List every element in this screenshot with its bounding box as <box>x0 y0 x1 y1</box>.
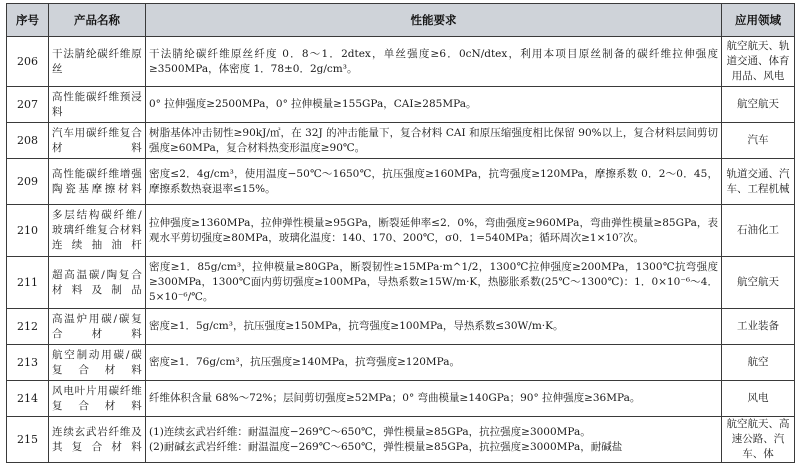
row-application-field: 航空航天 <box>722 257 795 309</box>
spec-line: (2)耐碱玄武岩纤维：耐温温度−269℃～650℃，弹性模量≥85GPa，抗拉强度≥3000MPa，耐碱盐 <box>149 440 623 453</box>
spec-table-container <box>6 3 794 463</box>
row-serial-number: 208 <box>7 123 49 159</box>
header-serial-number: 序号 <box>7 4 49 37</box>
row-performance-spec <box>146 417 722 463</box>
table-row <box>7 87 795 123</box>
row-product-name: 高性能碳纤维预浸料 <box>49 87 146 123</box>
row-performance-spec: 密度≤2．4g/cm³，使用温度−50℃～1650℃，抗压强度≥160MPa，抗弯强度≥120MPa，摩擦系数 0．2～0．45，摩擦系数热衰退率≤15%。 <box>146 159 722 205</box>
product-spec-table <box>6 3 795 463</box>
row-application-field: 轨道交通、汽车、工程机械 <box>722 159 795 205</box>
table-row <box>7 345 795 381</box>
table-row <box>7 159 795 205</box>
table-row <box>7 381 795 417</box>
spec-line: (1)连续玄武岩纤维：耐温温度−269℃～650℃，弹性模量≥85GPa，抗拉强度≥3000MPa。 <box>149 425 591 438</box>
row-serial-number: 207 <box>7 87 49 123</box>
row-performance-spec: 密度≥1．85g/cm³，拉伸模量≥80GPa，断裂韧性≥15MPa·m^1/2，1300℃拉伸强度≥200MPa，1300℃抗弯强度≥300MPa，1300℃面内剪切强度≥100MPa，导热系数≥15W/m·K，热膨胀系数(25℃～1300℃)：1．0×10⁻⁶～4．5×10⁻⁶/℃。 <box>146 257 722 309</box>
row-serial-number: 209 <box>7 159 49 205</box>
row-performance-spec: 干法腈纶碳纤维原丝纤度 0．8～1．2dtex，单丝强度≥6．0cN/dtex，利用本项目原丝制备的碳纤维拉伸强度≥3500MPa，体密度 1．78±0．2g/cm³。 <box>146 37 722 87</box>
row-product-name: 多层结构碳纤维/玻璃纤维复合材料连续抽油杆 <box>49 205 146 257</box>
row-serial-number: 215 <box>7 417 49 463</box>
row-product-name: 汽车用碳纤维复合材料 <box>49 123 146 159</box>
header-performance-requirements: 性能要求 <box>146 4 722 37</box>
table-row <box>7 417 795 463</box>
row-application-field: 航空航天 <box>722 87 795 123</box>
row-product-name: 干法腈纶碳纤维原丝 <box>49 37 146 87</box>
row-performance-spec: 0° 拉伸强度≥2500MPa，0° 拉伸模量≥155GPa，CAI≥285MPa。 <box>146 87 722 123</box>
row-application-field: 航空航天、轨道交通、体育用品、风电 <box>722 37 795 87</box>
header-application-field: 应用领域 <box>722 4 795 37</box>
table-row <box>7 123 795 159</box>
row-serial-number: 213 <box>7 345 49 381</box>
table-row <box>7 37 795 87</box>
row-product-name: 超高温碳/陶复合材料及制品 <box>49 257 146 309</box>
row-application-field: 汽车 <box>722 123 795 159</box>
row-performance-spec: 密度≥1．5g/cm³，抗压强度≥150MPa，抗弯强度≥100MPa，导热系数≤30W/m·K。 <box>146 309 722 345</box>
row-performance-spec: 树脂基体冲击韧性≥90kJ/㎡，在 32J 的冲击能量下，复合材料 CAI 和原压缩强度相比保留 90%以上，复合材料层间剪切强度≥60MPa，复合材料热变形温度≥90℃。 <box>146 123 722 159</box>
row-serial-number: 210 <box>7 205 49 257</box>
row-application-field: 航空 <box>722 345 795 381</box>
row-serial-number: 214 <box>7 381 49 417</box>
header-product-name: 产品名称 <box>49 4 146 37</box>
table-header-row <box>7 4 795 37</box>
row-performance-spec: 纤维体积含量 68%～72%；层间剪切强度≥52MPa；0° 弯曲模量≥140GPa；90° 拉伸强度≥36MPa。 <box>146 381 722 417</box>
table-row <box>7 309 795 345</box>
table-row <box>7 205 795 257</box>
row-application-field: 航空航天、高速公路、汽车、体 <box>722 417 795 463</box>
row-product-name: 高性能碳纤维增强陶瓷基摩擦材料 <box>49 159 146 205</box>
row-performance-spec: 密度≥1．76g/cm³，抗压强度≥140MPa，抗弯强度≥120MPa。 <box>146 345 722 381</box>
row-application-field: 石油化工 <box>722 205 795 257</box>
row-application-field: 风电 <box>722 381 795 417</box>
table-row <box>7 257 795 309</box>
row-serial-number: 212 <box>7 309 49 345</box>
row-application-field: 工业装备 <box>722 309 795 345</box>
row-product-name: 航空制动用碳/碳复合材料 <box>49 345 146 381</box>
row-product-name: 连续玄武岩纤维及其复合材料 <box>49 417 146 463</box>
row-performance-spec: 拉伸强度≥1360MPa，拉伸弹性模量≥95GPa，断裂延伸率≤2．0%，弯曲强度≥960MPa，弯曲弹性模量≥85GPa，表观水平剪切强度≥80MPa，玻璃化温度：140、170、200℃，σ0．1=540MPa；循环周次≥1×10⁷次。 <box>146 205 722 257</box>
row-serial-number: 206 <box>7 37 49 87</box>
row-product-name: 风电叶片用碳纤维复合材料 <box>49 381 146 417</box>
row-serial-number: 211 <box>7 257 49 309</box>
row-product-name: 高温炉用碳/碳复合材料 <box>49 309 146 345</box>
